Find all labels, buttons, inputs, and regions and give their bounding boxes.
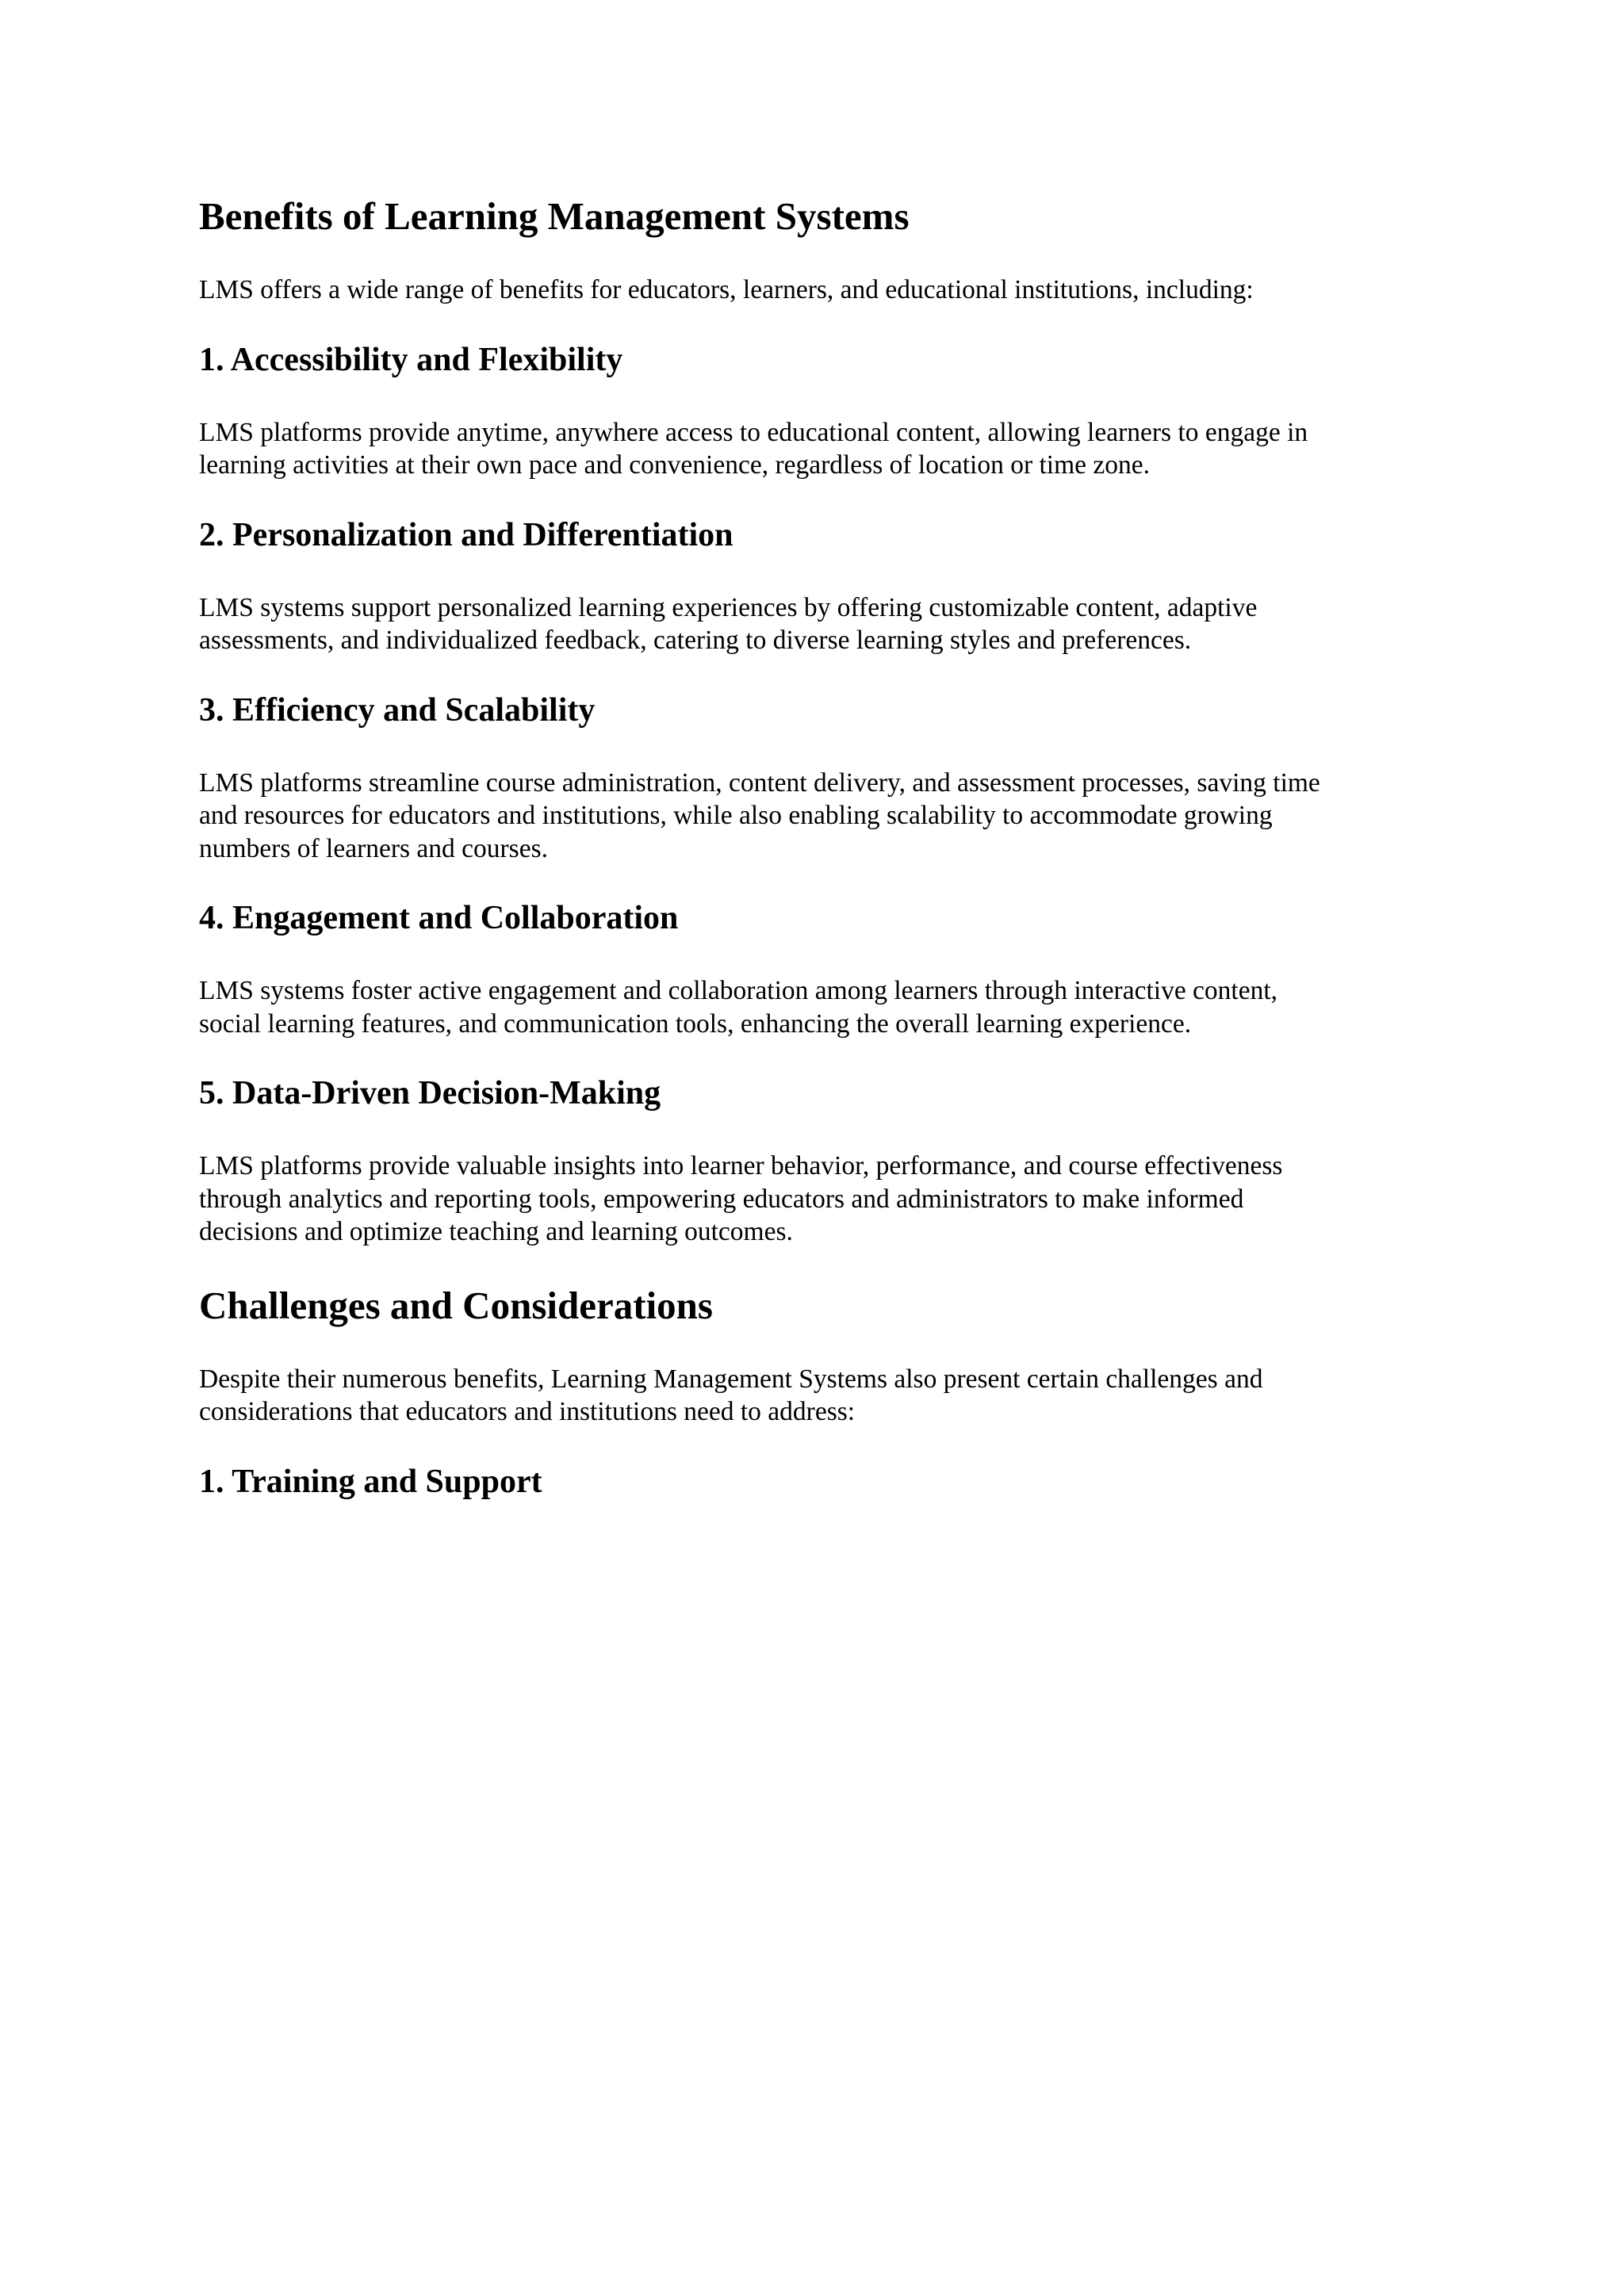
section-intro-benefits: LMS offers a wide range of benefits for educators, learners, and educational institutions, including:	[199, 275, 1254, 304]
section-title-challenges: Challenges and Considerations	[199, 1283, 714, 1327]
subsection-heading-training: 1. Training and Support	[199, 1463, 542, 1500]
paragraph-line: social learning features, and communication tools, enhancing the overall learning experience.	[199, 1008, 1192, 1039]
subsection-paragraph-efficiency	[199, 767, 1436, 866]
paragraph-line: LMS platforms provide anytime, anywhere access to educational content, allowing learners to engage in	[199, 417, 1308, 447]
paragraph-line: considerations that educators and institutions need to address:	[199, 1397, 856, 1426]
paragraph-line: assessments, and individualized feedback, catering to diverse learning styles and preferences.	[199, 626, 1192, 655]
subsection-paragraph-personalization	[199, 591, 1436, 657]
subsection-heading-accessibility: 1. Accessibility and Flexibility	[199, 341, 623, 378]
section-title-benefits: Benefits of Learning Management Systems	[199, 194, 910, 238]
subsection-heading-efficiency: 3. Efficiency and Scalability	[199, 691, 596, 729]
subsection-paragraph-data-driven	[199, 1150, 1436, 1249]
subsection-heading-engagement: 4. Engagement and Collaboration	[199, 900, 679, 936]
paragraph-line: Despite their numerous benefits, Learning Management Systems also present certain challenges and	[199, 1364, 1263, 1394]
subsection-paragraph-accessibility	[199, 416, 1436, 482]
paragraph-line: LMS systems foster active engagement and collaboration among learners through interactive content,	[199, 976, 1278, 1005]
paragraph-line: LMS platforms provide valuable insights into learner behavior, performance, and course effectiveness	[199, 1151, 1283, 1181]
paragraph-line: numbers of learners and courses.	[199, 833, 548, 863]
paragraph-line: and resources for educators and institutions, while also enabling scalability to accommodate growing	[199, 801, 1273, 830]
paragraph-line: LMS systems support personalized learning experiences by offering customizable content, adaptive	[199, 592, 1258, 622]
paragraph-line: through analytics and reporting tools, empowering educators and administrators to make informed	[199, 1184, 1244, 1214]
paragraph-line: learning activities at their own pace and convenience, regardless of location or time zone.	[199, 450, 1150, 480]
subsection-heading-data-driven: 5. Data-Driven Decision-Making	[199, 1075, 661, 1112]
subsection-heading-personalization: 2. Personalization and Differentiation	[199, 516, 733, 553]
paragraph-line: LMS platforms streamline course administration, content delivery, and assessment processes, saving time	[199, 767, 1320, 798]
section-intro-challenges	[199, 1363, 1436, 1429]
document-page	[199, 194, 1436, 1502]
paragraph-line: decisions and optimize teaching and learning outcomes.	[199, 1217, 793, 1246]
subsection-paragraph-engagement	[199, 974, 1436, 1040]
